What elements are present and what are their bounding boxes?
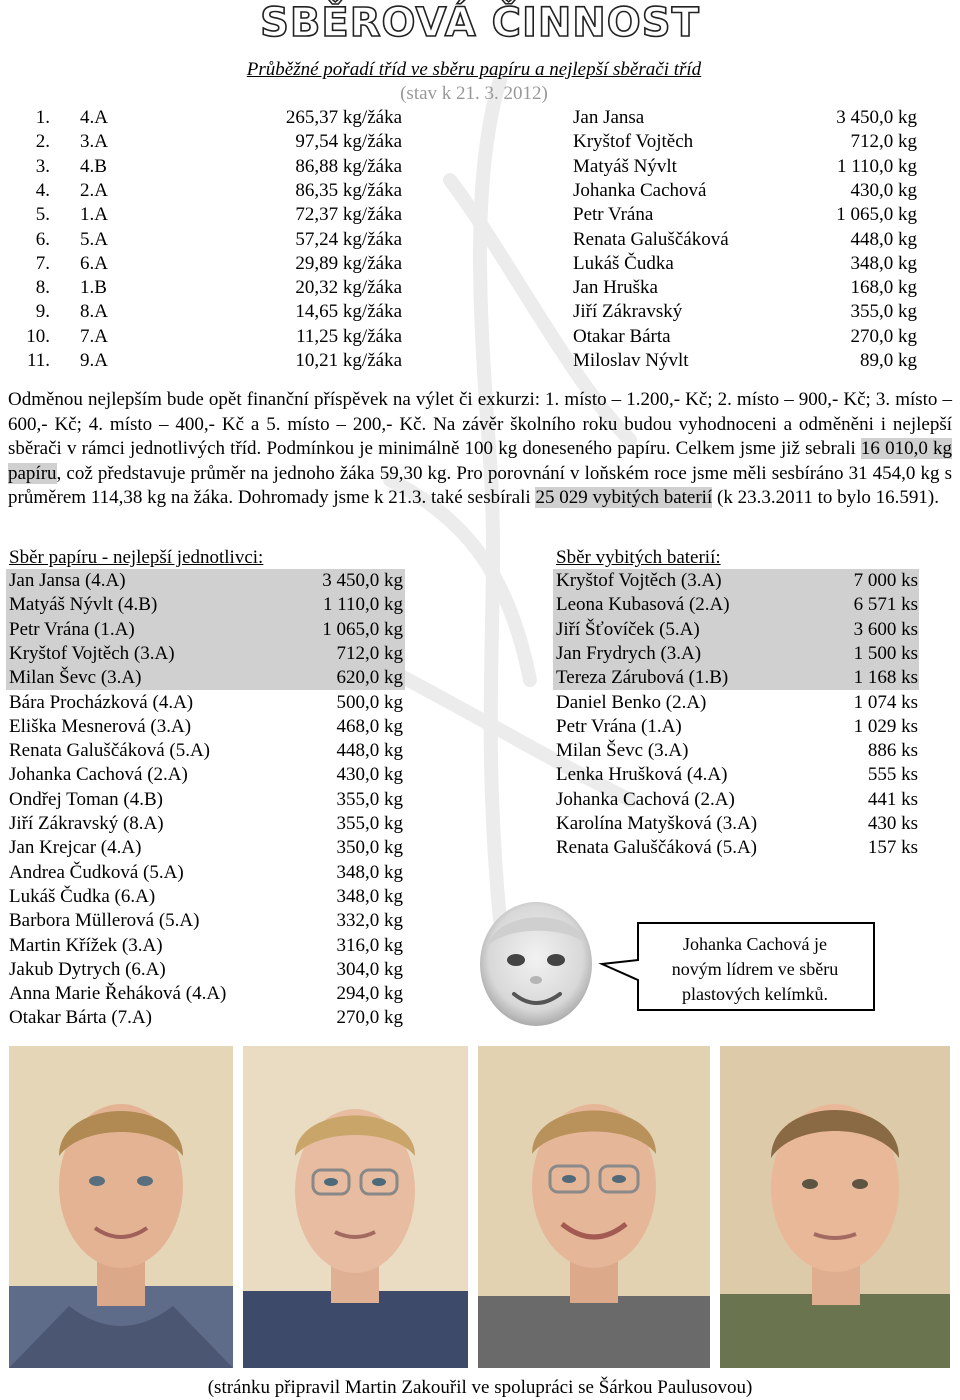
collector-value: 157 ks [867, 837, 918, 859]
collector-value: 1 500 ks [853, 642, 918, 664]
best-collector-name: Matyáš Nývlt [573, 155, 677, 177]
list-item [553, 812, 919, 836]
collector-value: 355,0 kg [336, 788, 403, 810]
collector-name: Jiří Šťovíček (5.A) [556, 618, 700, 640]
list-item [6, 715, 405, 739]
best-collector-weight: 348,0 kg [850, 252, 917, 274]
collector-value: 348,0 kg [336, 885, 403, 907]
list-item [6, 958, 405, 982]
collector-value: 1 029 ks [853, 715, 918, 737]
collector-name: Jiří Zákravský (8.A) [9, 813, 164, 834]
rank-number: 8. [35, 277, 50, 299]
rank-number: 9. [35, 301, 50, 323]
collector-name: Anna Marie Řeháková (4.A) [9, 983, 227, 1005]
list-item [6, 618, 405, 642]
list-item [553, 788, 919, 812]
kg-per-pupil: 86,88 kg/žáka [295, 155, 402, 177]
list-item [553, 593, 919, 617]
collector-name: Leona Kubasová (2.A) [556, 594, 730, 616]
collector-name: Tereza Zárubová (1.B) [556, 667, 729, 689]
class-name: 1.A [80, 204, 108, 226]
list-item [553, 836, 919, 860]
list-item [6, 593, 405, 617]
list-item [6, 569, 405, 593]
rank-number: 7. [35, 252, 50, 274]
portrait-image [720, 1046, 950, 1368]
collector-name: Milan Ševc (3.A) [556, 740, 689, 762]
collector-name: Jan Krejcar (4.A) [9, 837, 142, 859]
class-name: 3.A [80, 131, 108, 153]
best-collector-weight: 3 450,0 kg [836, 107, 917, 128]
ranking-row [0, 349, 960, 373]
collector-value: 555 ks [867, 764, 918, 786]
collector-value: 3 600 ks [853, 618, 918, 640]
collector-value: 1 168 ks [853, 667, 918, 689]
list-item [6, 763, 405, 787]
portrait-image [243, 1046, 468, 1368]
class-name: 5.A [80, 228, 108, 250]
paper-total-highlight: 16 010,0 kg papíru [8, 438, 952, 484]
collector-value: 886 ks [867, 740, 918, 762]
collector-value: 500,0 kg [336, 691, 403, 713]
ranking-row [0, 130, 960, 154]
best-collector-weight: 355,0 kg [850, 301, 917, 323]
collector-value: 270,0 kg [336, 1007, 403, 1029]
rank-number: 10. [26, 325, 50, 347]
collector-value: 332,0 kg [336, 910, 403, 932]
class-name: 1.B [80, 277, 107, 299]
ranking-row [0, 179, 960, 203]
ranking-row [0, 228, 960, 252]
collector-value: 350,0 kg [336, 837, 403, 859]
rank-number: 6. [35, 228, 50, 250]
list-item [6, 885, 405, 909]
class-name: 4.A [80, 107, 108, 128]
list-item [553, 666, 919, 690]
paper-best-title: Sběr papíru - nejlepší jednotlivci: [9, 547, 264, 568]
best-collector-name: Petr Vrána [573, 204, 654, 226]
collector-name: Kryštof Vojtěch (3.A) [9, 642, 175, 664]
collector-name: Ondřej Toman (4.B) [9, 788, 163, 810]
collector-name: Andrea Čudková (5.A) [9, 861, 184, 883]
rank-number: 3. [35, 155, 50, 177]
bubble-text: Johanka Cachová je novým lídrem ve sběru plastových kelímků. [671, 934, 839, 1004]
best-collector-weight: 448,0 kg [850, 228, 917, 250]
list-item [553, 642, 919, 666]
list-item [6, 666, 405, 690]
ranking-row [0, 203, 960, 227]
ranking-row [0, 300, 960, 324]
best-collector-name: Johanka Cachová [573, 179, 707, 201]
best-collector-weight: 430,0 kg [850, 179, 917, 201]
collector-name: Renata Galuščáková (5.A) [9, 740, 211, 762]
best-collector-name: Jiří Zákravský [573, 301, 683, 323]
kg-per-pupil: 265,37 kg/žáka [285, 107, 402, 128]
class-name: 8.A [80, 301, 108, 323]
list-item [6, 909, 405, 933]
class-name: 9.A [80, 350, 108, 371]
collector-name: Petr Vrána (1.A) [556, 715, 682, 737]
ranking-row [0, 106, 960, 130]
collector-value: 441 ks [867, 788, 918, 810]
best-collector-weight: 270,0 kg [850, 325, 917, 347]
best-collector-name: Lukáš Čudka [573, 252, 674, 274]
kg-per-pupil: 29,89 kg/žáka [295, 252, 402, 274]
page-subtitle [0, 58, 948, 82]
collector-name: Eliška Mesnerová (3.A) [9, 715, 192, 737]
list-item [6, 691, 405, 715]
best-collector-name: Otakar Bárta [573, 325, 671, 347]
list-item [6, 642, 405, 666]
portrait-image [9, 1046, 233, 1368]
collector-name: Barbora Müllerová (5.A) [9, 910, 200, 932]
paragraph-text: , což představuje průměr na jednoho žáka 59,30 kg. Pro porovnání v loňském roce jsme měli sesbíráno 31 454,0 kg s průměrem 114,38 kg na žáka. Dohromady jsme k 21.3. také sesbírali [8, 462, 952, 508]
collector-value: 316,0 kg [336, 934, 403, 956]
kg-per-pupil: 10,21 kg/žáka [295, 350, 402, 371]
kg-per-pupil: 11,25 kg/žáka [296, 325, 402, 347]
collector-value: 7 000 ks [853, 570, 918, 591]
list-item [6, 1006, 405, 1030]
kg-per-pupil: 14,65 kg/žáka [295, 301, 402, 323]
kg-per-pupil: 20,32 kg/žáka [295, 277, 402, 299]
kg-per-pupil: 57,24 kg/žáka [295, 228, 402, 250]
list-item [553, 618, 919, 642]
collector-value: 355,0 kg [336, 813, 403, 834]
kg-per-pupil: 97,54 kg/žáka [295, 131, 402, 153]
list-item [553, 569, 919, 593]
ranking-row [0, 155, 960, 179]
ranking-row [0, 276, 960, 300]
battery-best-title: Sběr vybitých baterií: [556, 547, 721, 568]
collector-name: Lenka Hrušková (4.A) [556, 764, 728, 786]
best-collector-weight: 89,0 kg [860, 350, 917, 371]
child-photo-3 [478, 1046, 710, 1368]
collector-name: Jakub Dytrych (6.A) [9, 958, 166, 980]
status-date: (stav k 21. 3. 2012) [400, 83, 548, 104]
list-item [553, 691, 919, 715]
best-collector-weight: 1 110,0 kg [836, 155, 917, 177]
page-title: SBĚROVÁ ČINNOST [260, 0, 700, 46]
collector-name: Jan Frydrych (3.A) [556, 642, 702, 664]
rank-number: 5. [35, 204, 50, 226]
class-name: 7.A [80, 325, 108, 347]
collector-value: 1 110,0 kg [322, 594, 403, 616]
paragraph-text: Odměnou nejlepším bude opět finanční příspěvek na výlet či exkurzi: 1. místo – 1.200,- Kč; 2. místo – 900,- Kč; 3. místo – 600,- Kč; 4. místo – 400,- Kč a 5. místo – 200,- Kč. Na závěr školního roku budou vyhodnoceni a odměněni i nejlepší sběrači v rámci jednotlivých tříd. Podmínkou je minimálně 100 kg doneseného papíru. Celkem jsme již sebrali [8, 389, 952, 459]
collector-name: Martin Křížek (3.A) [9, 934, 163, 956]
list-item [553, 739, 919, 763]
baby-face-image [476, 898, 596, 1028]
rank-number: 11. [26, 350, 50, 371]
best-collector-weight: 168,0 kg [850, 277, 917, 299]
collector-value: 3 450,0 kg [322, 570, 403, 591]
collector-name: Bára Procházková (4.A) [9, 691, 194, 713]
best-collector-name: Jan Jansa [573, 107, 645, 128]
collector-name: Renata Galuščáková (5.A) [556, 837, 758, 859]
collector-name: Petr Vrána (1.A) [9, 618, 135, 640]
collector-name: Lukáš Čudka (6.A) [9, 885, 156, 907]
best-collector-name: Kryštof Vojtěch [573, 131, 694, 153]
list-item [553, 715, 919, 739]
battery-total-highlight: 25 029 vybitých baterií [535, 487, 713, 508]
best-collector-name: Renata Galuščáková [573, 228, 729, 250]
child-photo-2 [243, 1046, 468, 1368]
collector-value: 430,0 kg [336, 764, 403, 786]
info-paragraph [8, 388, 952, 511]
collector-value: 348,0 kg [336, 861, 403, 883]
kg-per-pupil: 86,35 kg/žáka [295, 179, 402, 201]
portrait-image [478, 1046, 710, 1368]
collector-name: Matyáš Nývlt (4.B) [9, 594, 158, 616]
class-name: 6.A [80, 252, 108, 274]
child-photo-4 [720, 1046, 950, 1368]
subtitle-text: Průběžné pořadí tříd ve sběru papíru a nejlepší sběrači tříd [246, 59, 702, 80]
collector-value: 304,0 kg [336, 958, 403, 980]
best-collector-name: Miloslav Nývlt [573, 350, 689, 371]
collector-value: 6 571 ks [853, 594, 918, 616]
collector-name: Johanka Cachová (2.A) [9, 764, 188, 786]
collector-value: 1 074 ks [853, 691, 918, 713]
collector-value: 1 065,0 kg [322, 618, 403, 640]
best-collector-weight: 1 065,0 kg [836, 204, 917, 226]
collector-value: 468,0 kg [336, 715, 403, 737]
rank-number: 1. [35, 107, 50, 128]
list-item [6, 739, 405, 763]
collector-name: Karolína Matyšková (3.A) [556, 813, 758, 834]
best-collector-weight: 712,0 kg [850, 131, 917, 153]
rank-number: 2. [35, 131, 50, 153]
collector-name: Jan Jansa (4.A) [9, 570, 126, 591]
list-item [6, 982, 405, 1006]
collector-value: 294,0 kg [336, 983, 403, 1005]
ranking-row [0, 252, 960, 276]
list-item [6, 861, 405, 885]
child-photo-1 [9, 1046, 233, 1368]
list-item [6, 812, 405, 836]
class-name: 2.A [80, 179, 108, 201]
list-item [6, 836, 405, 860]
page-credit: (stránku připravil Martin Zakouřil ve spolupráci se Šárkou Paulusovou) [207, 1377, 753, 1398]
ranking-row [0, 325, 960, 349]
list-item [6, 934, 405, 958]
rank-number: 4. [35, 179, 50, 201]
collector-name: Kryštof Vojtěch (3.A) [556, 570, 722, 591]
list-item [6, 788, 405, 812]
paragraph-text: (k 23.3.2011 to bylo 16.591). [712, 487, 940, 508]
kg-per-pupil: 72,37 kg/žáka [295, 204, 402, 226]
class-name: 4.B [80, 155, 107, 177]
collector-value: 448,0 kg [336, 740, 403, 762]
collector-name: Milan Ševc (3.A) [9, 667, 142, 689]
collector-name: Daniel Benko (2.A) [556, 691, 707, 713]
collector-value: 712,0 kg [336, 642, 403, 664]
collector-value: 620,0 kg [336, 667, 403, 689]
collector-name: Otakar Bárta (7.A) [9, 1007, 152, 1029]
list-item [553, 763, 919, 787]
collector-name: Johanka Cachová (2.A) [556, 788, 735, 810]
best-collector-name: Jan Hruška [573, 277, 658, 299]
collector-value: 430 ks [867, 813, 918, 834]
